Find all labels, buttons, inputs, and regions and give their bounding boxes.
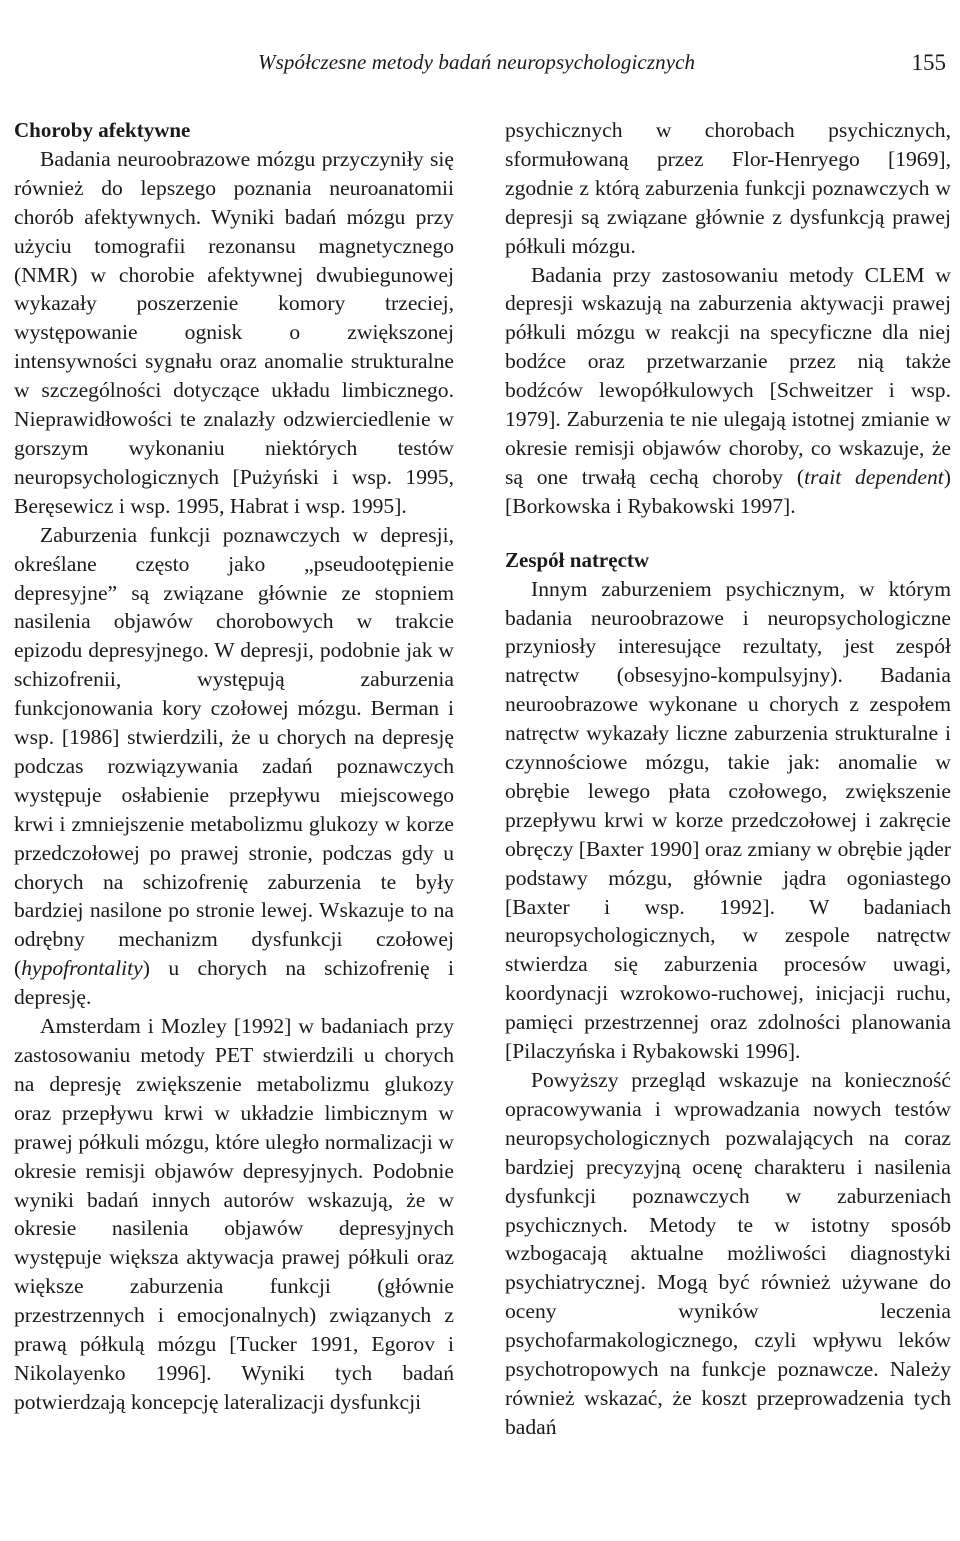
page-number: 155 — [911, 50, 946, 75]
paragraph-text: Badania przy zastosowaniu metody CLEM w depresji wskazują na zaburzenia aktywacji prawej półkuli mózgu w reakcji na specyficzne dla niej bodźce oraz przetwarzanie przez nią także bodźców lewopółkulowych [Schweitzer i wsp. 1979]. Zaburzenia te nie ulegają istotnej zmianie w okresie remisji objawów choroby, co wskazuje, że są one trwałą cechą choroby ( — [505, 262, 951, 489]
paragraph: Innym zaburzeniem psychicznym, w którym badania neuroobrazowe i neuropsychologiczne przyniosły interesujące rezultaty, jest zespół natręctw (obsesyjno-kompulsyjny). Badania neuroobrazowe wykonane u chorych z zespołem natręctw wykazały liczne zaburzenia strukturalne i czynnościowe mózgu, takie jak: anomalie w obrębie lewego płata czołowego, zwiększenie przepływu krwi w korze przedczołowej i zakręcie obręczy [Baxter 1990] oraz zmiany w obrębie jąder podstawy mózgu, głównie jądra ogoniastego [Baxter i wsp. 1992]. W badaniach neuropsychologicznych, w zespole natręctw stwierdza się zaburzenia procesów uwagi, koordynacji wzrokowo-ruchowej, inicjacji ruchu, pamięci przestrzennej oraz zdolności planowania [Pilaczyńska i Rybakowski 1996]. — [505, 576, 951, 1064]
section-heading-ocd: Zespół natręctw — [505, 547, 650, 572]
italic-term: hypofrontality — [21, 956, 143, 981]
left-column — [14, 116, 454, 1417]
paragraph-text: Zaburzenia funkcji poznawczych w depresji, określane często jako „pseudootępienie depresyjne” są związane głównie ze stopniem nasilenia objawów chorobowych w trakcie epizodu depresyjnego. W depresji, podobnie jak w schizofrenii, występują zaburzenia funkcjonowania kory czołowej mózgu. Berman i wsp. [1986] stwierdzili, że u chorych na depresję podczas rozwiązywania zadań poznawczych występuje osłabienie przepływu miejscowego krwi i zmniejszenie metabolizmu glukozy w korze przedczołowej po prawej stronie, podczas gdy u chorych na schizofrenię zaburzenia te były bardziej nasilone po stronie lewej. Wskazuje to na odrębny mechanizm dysfunkcji czołowej ( — [14, 522, 454, 981]
section-heading-affective: Choroby afektywne — [14, 118, 191, 142]
paragraph — [505, 261, 951, 521]
paragraph: Amsterdam i Mozley [1992] w badaniach przy zastosowaniu metody PET stwierdzili u chorych na depresję zwiększenie metabolizmu glukozy oraz przepływu krwi w układzie limbicznym w prawej półkuli mózgu, które uległo normalizacji w okresie remisji objawów depresyjnych. Podobnie wyniki badań innych autorów wskazują, że w okresie nasilenia objawów depresyjnych występuje większa aktywacja prawej półkuli oraz większe zaburzenia funkcji (głównie przestrzennych i emocjonalnych) związanych z prawą półkulą mózgu [Tucker 1991, Egorov i Nikolayenko 1996]. Wyniki tych badań potwierdzają koncepcję lateralizacji dysfunkcji — [14, 1014, 454, 1414]
paragraph — [14, 521, 454, 1012]
running-title: Współczesne metody badań neuropsychologicznych — [258, 50, 696, 74]
paragraph-text: ) [Borkowska i Rybakowski 1997]. — [505, 464, 951, 518]
paragraph: Badania neuroobrazowe mózgu przyczyniły się również do lepszego poznania neuroanatomii chorób afektywnych. Wyniki badań mózgu przy użyciu tomografii rezonansu magnetycznego (NMR) w chorobie afektywnej dwubiegunowej wykazały poszerzenie komory trzeciej, występowanie ognisk o zwiększonej intensywności sygnału oraz anomalie strukturalne w szczególności dotyczące układu limbicznego. Nieprawidłowości te znalazły odzwierciedlenie w gorszym wykonaniu niektórych testów neuropsychologicznych [Pużyński i wsp. 1995, Beręsewicz i wsp. 1995, Habrat i wsp. 1995]. — [14, 146, 454, 518]
paragraph-text: ) u chorych na schizofrenię i depresję. — [14, 956, 454, 1010]
paragraph: Powyższy przegląd wskazuje na konieczność opracowywania i wprowadzania nowych testów neuropsychologicznych pozwalających na coraz bardziej precyzyjną ocenę charakteru i nasilenia dysfunkcji poznawczych w zaburzeniach psychicznych. Metody te w istotny sposób wzbogacają aktualne możliwości diagnostyki psychiatrycznej. Mogą być również używane do oceny wyników leczenia psychofarmakologicznego, czyli wpływu leków psychotropowych na funkcje poznawcze. Należy również wskazać, że koszt przeprowadzenia tych badań — [505, 1068, 951, 1439]
right-column — [505, 116, 951, 1442]
paragraph-continued: psychicznych w chorobach psychicznych, sformułowaną przez Flor-Henryego [1969], zgodnie z którą zaburzenia funkcji poznawczych w depresji są związane głównie z dysfunkcją prawej półkuli mózgu. — [505, 118, 951, 258]
italic-term: trait dependent — [804, 464, 944, 489]
